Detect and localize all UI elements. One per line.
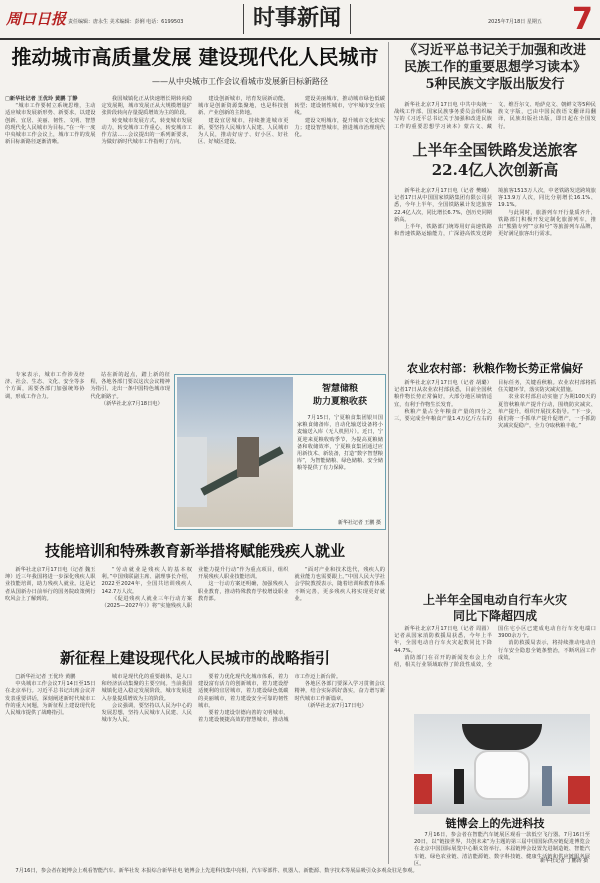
paragraph: 秋粮产量占全年粮食产量的四分之三，要完成全年粮食产量1.4万亿斤左右的目标任务，关键看秋粮。农业农村部将抓住关键环节，落实防灾减灾措施。 bbox=[394, 380, 596, 423]
section-title: 时事新闻 bbox=[243, 4, 351, 34]
editors-info: 责任编辑：唐永生 美术编辑：彭俐 电话：6199503 bbox=[68, 19, 184, 25]
ebike-article-body bbox=[394, 626, 596, 710]
paragraph: 这一行动方案还明确，加强残疾人职业教育，推动特殊教育学校增设职业教育部。 bbox=[198, 581, 289, 602]
paragraph: 我国城镇化正从快速增长期转向稳定发展期，城市发展正从大规模增量扩张阶段转向存量提质增效为主的阶段。 bbox=[101, 96, 192, 117]
column-divider bbox=[388, 42, 389, 864]
paragraph: 上半年，铁路部门统筹用好高速铁路和普速铁路运输能力，广深港高铁发送跨境旅客1513万人次，中老铁路发送跨境旅客13.9万人次，同比分别增长16.1%、19.1%。 bbox=[394, 188, 596, 238]
book-title-2: 民族工作的重要思想学习读本》 bbox=[403, 60, 586, 75]
machine-shape bbox=[237, 437, 259, 477]
paragraph: 农业农村部启动实施了为期100天的夏管秋粮单产提升行动，围绕防灾减灾、单产提升，组织开展技术指导。“下一步，我们将一手抓单产提升促增产，一手抓防灾减灾促稳产，全力夺取秋粮丰收。” bbox=[498, 394, 596, 430]
red-booth-shape bbox=[568, 776, 590, 804]
grain-storage-photo bbox=[177, 377, 293, 527]
paragraph: 要着力建设崇德向善的文明城市，着力建设便捷高效的智慧城市，推动城市工作迈上新台阶。 bbox=[198, 674, 342, 724]
paragraph: 消防救援局表示，将持续推动电动自行车安全隐患全链条整治，不断巩固工作成效。 bbox=[498, 640, 596, 661]
paragraph: 建设文明城市，提升城市文化软实力；建设智慧城市，推进城市治理现代化。 bbox=[294, 117, 385, 139]
main-headline: 推动城市高质量发展 建设现代化人民城市 bbox=[11, 45, 379, 69]
footer-text bbox=[5, 868, 595, 882]
paragraph: 建设宜居城市，持续推进城市更新。要坚持人民城市人民建、人民城市为人民，推动好房子、好小区、好社区、好城区建设。 bbox=[198, 117, 289, 146]
paragraph: 《促进残疾人就业三年行动方案（2025—2027年）》将“实施残疾人职业能力提升行动”作为重点项目，组织开展残疾人职业技能培训。 bbox=[101, 567, 289, 610]
aircraft-wing-shape bbox=[462, 724, 542, 750]
expo-caption-text: 7月16日，参会者在智能汽车链展区观看一款低空飞行器。7月16日至20日，以“链接世界，共创未来”为主题的第三届中国国际供应链促进博览会在北京中国国际展览中心顺义馆举行。本届链博会设置先进制造链、智能汽车链、绿色农业链、清洁能源链、数字科技链、健康生活链和供应链服务展区。 bbox=[414, 832, 590, 867]
main-article-body bbox=[5, 96, 385, 366]
book-article-body bbox=[394, 102, 596, 132]
aircraft-expo-photo bbox=[414, 714, 590, 814]
issue-date: 2025年7月18日 星期五 bbox=[488, 19, 542, 25]
paragraph: “城市工作要树立系统思维，主动适应城市发展新形势、新要求，以建设创新、宜居、美丽、韧性、文明、智慧的现代化人民城市为目标。”在一年一度中央城市工作会议上，城市工作的发展新目标新路径逐渐清晰。 bbox=[5, 103, 96, 146]
paragraph: “劳动就业是残疾人的基本权利。”中国残联副主席、副理事长介绍，2022至2024年，全国共培训残疾人142.7万人次。 bbox=[101, 567, 192, 595]
photo-box-caption: 7月15日，宁夏粮食集团银川国家粮食储备库，自动化输送设备将小麦输送入库（无人机照片）。近日，宁夏迎来夏粮收购季节，为提高夏粮储备和收储效率，宁夏粮食集团通过应用新技术、新装备，打造“数字智慧粮库”，为智能储粮、绿色储粮、安全储粮等提供了有力保障。 bbox=[297, 415, 383, 472]
agri-article-body bbox=[394, 380, 596, 585]
book-paragraph: 新华社北京7月17日电 中共中央统一战线工作部、国家民族事务委员会组织编写的《习近平总书记关于加强和改进民族工作的重要思想学习读本》蒙古文、藏文、维吾尔文、哈萨克文、朝鲜文等5种民族文字版，已由中国民族语文翻译局翻译，民族出版社出版，即日起在全国发行。 bbox=[394, 102, 596, 130]
expo-caption-title: 链博会上的先进科技 bbox=[445, 817, 545, 830]
footer-paragraph: 7月16日，参会者在链博会上观看智能汽车。新华社发 本报综合新华社电 链博会上先进科技集中亮相，汽车零部件、机器人、新能源、数字技术等展品吸引众多观众驻足参观。 bbox=[15, 868, 418, 874]
book-title-1: 《习近平总书记关于加强和改进 bbox=[403, 43, 586, 58]
newspaper-logo: 周口日报 bbox=[6, 10, 67, 28]
photo-box-title-1: 智慧储粮 bbox=[321, 384, 358, 394]
paragraph: 新华社北京7月17日电（记者 魏玉坤）近三年我国将进一步深化残疾人职业技能培训，助力残疾人就业。这是记者从国新办日前举行的国务院政策例行吹风会上了解到的。 bbox=[5, 567, 96, 602]
rail-title-1: 上半年全国铁路发送旅客 bbox=[412, 141, 578, 159]
expo-photo-credit: 新华社记者 丁鹏涛 摄 bbox=[540, 858, 589, 864]
paragraph: “面对产业和技术迭代，残疾人的就业能力也需要跟上。”中国人民大学社会学院教授表示，随着培训和教育体系不断完善，更多残疾人将实现更好就业。 bbox=[294, 567, 385, 602]
photo-box-text bbox=[297, 415, 383, 515]
paragraph: 专家表示，城市工作涉及经济、社会、生态、文化、安全等多个方面，需要各部门加强统筹协调，形成工作合力。 bbox=[5, 372, 85, 400]
photo-news-box bbox=[174, 374, 386, 530]
paragraph: 站在新的起点，踏上新的征程，各地各部门要以这次会议精神为指引，走出一条中国特色城市现代化新路子。 bbox=[90, 372, 170, 400]
paragraph: 要着力优化现代化城市体系，着力建设富有活力的创新城市，着力建设舒适便利的宜居城市，着力建设绿色低碳的美丽城市，着力建设安全可靠的韧性城市。 bbox=[198, 674, 289, 709]
article2-body bbox=[5, 567, 385, 641]
ebike-title-1: 上半年全国电动自行车火灾 bbox=[422, 593, 567, 607]
article3-headline: 新征程上建设现代化人民城市的战略指引 bbox=[59, 649, 330, 667]
photo-box-title-2: 助力夏粮收获 bbox=[312, 397, 367, 407]
main-subtitle: ——从中央城市工作会议看城市发展新目标新路径 bbox=[152, 77, 328, 86]
paragraph: （新华社北京7月18日电） bbox=[100, 400, 163, 407]
visitor-figure bbox=[542, 766, 552, 806]
paragraph: □新华社记者 王优玲 黄鹏 bbox=[15, 674, 76, 680]
paragraph: 新华社北京7月17日电（记者 樊曦）记者17日从中国国家铁路集团有限公司获悉，今年上半年，全国铁路累计发送旅客22.4亿人次，同比增长6.7%，创历史同期新高。 bbox=[394, 188, 492, 223]
paragraph: 各地区各部门要深入学习贯彻会议精神，结合实际抓好落实，奋力谱写新时代城市工作新篇章。 bbox=[294, 681, 385, 702]
book-title-3: 5种民族文字版出版发行 bbox=[425, 77, 565, 92]
paragraph: 会议强调，要坚持以人民为中心的发展思想，坚持人民城市人民建、人民城市为人民。 bbox=[101, 702, 192, 724]
header-rule bbox=[0, 38, 600, 40]
warehouse-shape bbox=[177, 437, 207, 507]
paragraph: 新华社北京7月17日电（记者 周圆）记者从国家消防救援局获悉，今年上半年，全国电动自行车火灾起数同比下降44.7%。 bbox=[394, 626, 492, 654]
paragraph: 建设美丽城市，推动城市绿色低碳转型；建设韧性城市，守牢城市安全底线。 bbox=[294, 96, 385, 117]
visitor-figure bbox=[454, 769, 464, 804]
paragraph: 城市是现代化的重要载体，是人口和经济活动集聚的主要空间。当前我国城镇化进入稳定发展阶段，城市发展进入存量提质增效为主的阶段。 bbox=[101, 674, 192, 702]
photo-credit: 新华社记者 王鹏 摄 bbox=[337, 520, 381, 526]
paragraph: 转变城市发展方式，转变城市发展动力，转变城市工作重心，转变城市工作方法……会议提出的一系列新要求，为做好新时代城市工作指明了方向。 bbox=[101, 117, 192, 146]
byline: □新华社记者 王优玲 黄鹏 丁静 bbox=[5, 96, 78, 102]
article2-headline: 技能培训和特殊教育新举措将赋能残疾人就业 bbox=[44, 542, 345, 560]
paragraph: 与此同时，旅游列车开行量质齐升，铁路部门积极开发定制化旅游列车，推出“熊猫专列”“京和号”等旅游列车品牌，更好满足旅客出行需求。 bbox=[498, 209, 596, 238]
paragraph: 消防部门在召开的新闻发布会上介绍，相关行业领域取得了阶段性成效，全国住宅小区已建成电动自行车充电端口3900余万个。 bbox=[394, 626, 596, 669]
aircraft-cabin-shape bbox=[474, 750, 530, 800]
rail-title-2: 22.4亿人次创新高 bbox=[431, 161, 559, 179]
article3-body bbox=[5, 674, 385, 864]
paragraph: 新华社北京7月17日电（记者 胡璐）记者17日从农业农村部获悉，目前全国秋粮作物长势正常偏好，大部分地区墒情适宜，有利于作物生长发育。 bbox=[394, 380, 492, 408]
rail-article-body bbox=[394, 188, 596, 354]
paragraph: 建设创新城市，培育发展新动能。城市是创新资源集聚地，也是科技创新、产业创新的主阵地。 bbox=[198, 96, 289, 117]
red-booth-shape bbox=[414, 774, 432, 804]
agri-headline: 农业农村部：秋粮作物长势正常偏好 bbox=[407, 362, 583, 375]
paragraph: 中央城市工作会议7月14日至15日在北京举行。习近平总书记出席会议并发表重要讲话，深刻阐述新时代城市工作的重大问题，为新征程上建设现代化人民城市提供了战略指引。 bbox=[5, 681, 96, 717]
page-number: 7 bbox=[572, 2, 593, 37]
ebike-title-2: 同比下降超四成 bbox=[452, 609, 537, 623]
main-article-body-continued bbox=[5, 372, 170, 535]
paragraph: （新华社北京7月17日电） bbox=[304, 702, 367, 709]
